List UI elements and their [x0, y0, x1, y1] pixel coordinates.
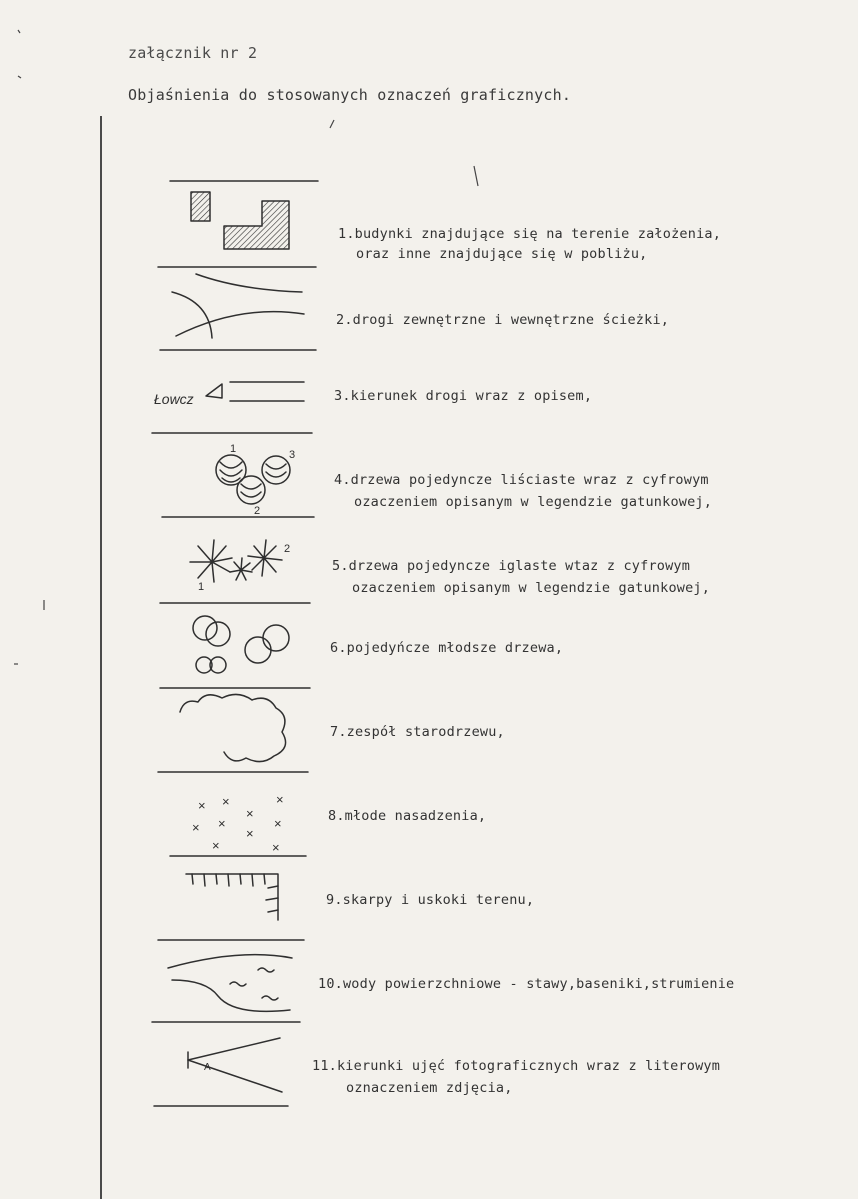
legend-4-line-1: 4.drzewa pojedyncze liściaste wraz z cyfrowym	[334, 472, 709, 488]
buildings-symbol	[191, 192, 289, 249]
photo-direction-symbol	[188, 1038, 282, 1092]
road-direction-symbol	[206, 382, 304, 401]
coniferous-trees-symbol	[190, 540, 282, 582]
young-plantings-symbol	[192, 792, 284, 855]
tree-number-2: 2	[254, 505, 261, 517]
legend-9-line-1: 9.skarpy i uskoki terenu,	[326, 892, 535, 908]
photo-letter: A	[204, 1062, 211, 1073]
svg-text:×: ×	[218, 816, 226, 831]
svg-text:×: ×	[246, 806, 254, 821]
conifer-number-2: 2	[284, 543, 291, 555]
young-trees-symbol	[193, 616, 289, 673]
legend-6-line-1: 6.pojedyńcze młodsze drzewa,	[330, 640, 564, 656]
svg-text:×: ×	[198, 798, 206, 813]
legend-11-line-2: oznaczeniem zdjęcia,	[346, 1080, 513, 1096]
conifer-number-1: 1	[198, 581, 205, 593]
legend-11-line-1: 11.kierunki ujęć fotograficznych wraz z literowym	[312, 1058, 721, 1074]
legend-1-line-1: 1.budynki znajdujące się na terenie założenia,	[338, 226, 722, 242]
svg-text:×: ×	[276, 792, 284, 807]
legend-5-line-2: ozaczeniem opisanym w legendzie gatunkowej,	[352, 580, 711, 596]
legend-4-line-2: ozaczeniem opisanym w legendzie gatunkowej,	[354, 494, 713, 510]
escarpment-symbol	[186, 874, 278, 920]
road-direction-label: Łowcz	[154, 391, 194, 407]
svg-text:×: ×	[246, 826, 254, 841]
legend-1-line-2: oraz inne znajdujące się w pobliżu,	[356, 246, 648, 262]
tree-number-1: 1	[230, 443, 237, 455]
svg-text:×: ×	[222, 794, 230, 809]
water-symbol	[168, 955, 292, 1012]
scan-marks	[14, 30, 478, 664]
svg-text:×: ×	[192, 820, 200, 835]
legend-10-line-1: 10.wody powierzchniowe - stawy,baseniki,strumienie	[318, 976, 735, 992]
deciduous-trees-symbol	[216, 455, 290, 504]
legend-8-line-1: 8.młode nasadzenia,	[328, 808, 487, 824]
old-trees-cluster-symbol	[180, 694, 286, 761]
svg-text:×: ×	[272, 840, 280, 855]
legend-7-line-1: 7.zespół starodrzewu,	[330, 724, 505, 740]
legend-2-line-1: 2.drogi zewnętrzne i wewnętrzne ścieżki,	[336, 312, 670, 328]
svg-text:×: ×	[274, 816, 282, 831]
page-title: Objaśnienia do stosowanych oznaczeń graficznych.	[128, 86, 572, 104]
legend-5-line-1: 5.drzewa pojedyncze iglaste wtaz z cyfrowym	[332, 558, 691, 574]
legend-3-line-1: 3.kierunek drogi wraz z opisem,	[334, 388, 593, 404]
roads-symbol	[172, 274, 304, 338]
attachment-label: załącznik nr 2	[128, 44, 258, 62]
svg-text:×: ×	[212, 838, 220, 853]
tree-number-3: 3	[289, 449, 296, 461]
